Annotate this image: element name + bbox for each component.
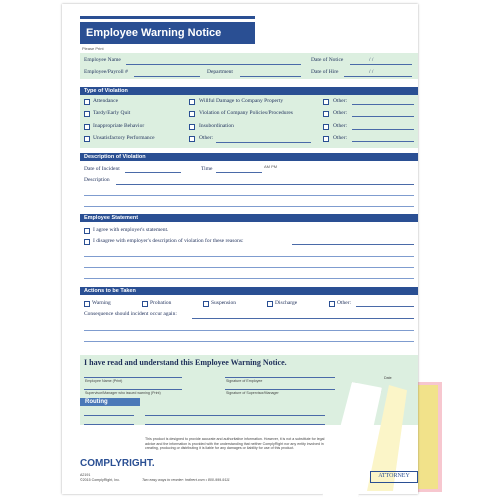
discharge-checkbox[interactable] [267, 301, 273, 307]
policy-violation-checkbox[interactable] [189, 111, 195, 117]
date-of-hire-input[interactable] [344, 76, 412, 77]
employee-name-print-label: Employee Name (Print) [85, 379, 123, 383]
employee-signature-label: Signature of Employee [226, 379, 263, 383]
am-pm-label: AM PM [264, 164, 278, 169]
date-of-hire-label: Date of Hire [311, 69, 339, 75]
description-heading: Description of Violation [80, 153, 418, 161]
date-of-notice-slashes: / / [369, 57, 374, 63]
other-1-label: Other: [333, 98, 348, 104]
date-label: Date [384, 376, 392, 380]
other-2-input[interactable] [352, 116, 414, 117]
other-action-checkbox[interactable] [329, 301, 335, 307]
other-3-checkbox[interactable] [323, 124, 329, 130]
performance-checkbox[interactable] [84, 136, 90, 142]
item-number: A2191 [80, 473, 91, 477]
agree-checkbox[interactable] [84, 228, 90, 234]
department-label: Department [207, 69, 233, 75]
other-3-label: Other: [333, 123, 348, 129]
employee-signature-input[interactable] [225, 377, 335, 378]
copyright-text: ©2015 ComplyRight, Inc. [80, 478, 121, 482]
consequence-line-2[interactable] [84, 330, 414, 331]
time-input[interactable] [216, 172, 262, 173]
supervisor-name-input[interactable] [84, 389, 182, 390]
reorder-text: Two easy ways to reorder: hrdirect.com • 800-999-9111 [142, 478, 230, 482]
attorney-seal: ATTORNEY [370, 471, 418, 483]
time-label: Time [201, 166, 213, 172]
other-4-checkbox[interactable] [323, 136, 329, 142]
description-line-2[interactable] [84, 195, 414, 196]
discharge-label: Discharge [275, 300, 298, 306]
date-of-notice-input[interactable] [350, 64, 412, 65]
suspension-checkbox[interactable] [203, 301, 209, 307]
other-4-input[interactable] [352, 141, 414, 142]
insubordination-checkbox[interactable] [189, 124, 195, 130]
consequence-line-1[interactable] [192, 318, 414, 319]
employee-payroll-input[interactable] [134, 76, 200, 77]
actions-heading: Actions to be Taken [80, 287, 418, 295]
other-4-label: Other: [333, 135, 348, 141]
date-of-hire-slashes: / / [369, 69, 374, 75]
other-violation-input[interactable] [216, 142, 311, 143]
warning-label: Warning [92, 300, 111, 306]
date-of-incident-label: Date of Incident [84, 166, 120, 172]
date-of-notice-label: Date of Notice [311, 57, 344, 63]
tardy-label: Tardy/Early Quit [93, 110, 131, 116]
policy-violation-label: Violation of Company Policies/Procedures [199, 110, 293, 116]
employee-name-label: Employee Name [84, 57, 121, 63]
supervisor-signature-label: Signature of Supervisor/Manager [226, 391, 279, 395]
statement-line-2[interactable] [84, 256, 414, 257]
tardy-checkbox[interactable] [84, 111, 90, 117]
routing-line-3[interactable] [84, 424, 134, 425]
other-violation-label: Other: [199, 135, 214, 141]
description-line-1[interactable] [116, 184, 414, 185]
disagree-reason-line-1[interactable] [292, 244, 414, 245]
type-of-violation-heading: Type of Violation [80, 87, 418, 95]
attendance-checkbox[interactable] [84, 99, 90, 105]
department-input[interactable] [240, 76, 301, 77]
other-action-label: Other: [337, 300, 352, 306]
other-violation-checkbox[interactable] [189, 136, 195, 142]
attendance-label: Attendance [93, 98, 119, 104]
behavior-label: Inappropriate Behavior [93, 123, 145, 129]
other-1-input[interactable] [352, 104, 414, 105]
behavior-checkbox[interactable] [84, 124, 90, 130]
disagree-checkbox[interactable] [84, 239, 90, 245]
routing-line-1[interactable] [84, 415, 134, 416]
routing-heading: Routing [80, 398, 140, 406]
acknowledgement-text: I have read and understand this Employee Warning Notice. [84, 358, 287, 367]
other-2-checkbox[interactable] [323, 111, 329, 117]
employee-statement-heading: Employee Statement [80, 214, 418, 222]
disclaimer-text: This product is designed to provide accurate and authoritative information. However, it is not a substitute for legal advice and the information is provided with the understanding that neither ComplyRight nor any entity involved in creating, producing or distributing it is liable for any damages or liability for use of this product. [145, 437, 325, 451]
consequence-label: Consequence should incident occur again: [84, 311, 177, 317]
warning-checkbox[interactable] [84, 301, 90, 307]
consequence-line-3[interactable] [84, 341, 414, 342]
agree-label: I agree with employer's statement. [93, 227, 169, 233]
willful-damage-label: Willful Damage to Company Property [199, 98, 284, 104]
employee-name-input[interactable] [126, 64, 301, 65]
title-accent-bar [80, 16, 255, 19]
date-of-incident-input[interactable] [125, 172, 181, 173]
disagree-label: I disagree with employer's description of violation for these reasons: [93, 238, 244, 244]
probation-label: Probation [150, 300, 172, 306]
willful-damage-checkbox[interactable] [189, 99, 195, 105]
supervisor-name-label: Supervisor/Manager who issued warning (Print) [85, 391, 161, 395]
other-3-input[interactable] [352, 129, 414, 130]
other-action-input[interactable] [356, 306, 414, 307]
other-2-label: Other: [333, 110, 348, 116]
description-label: Description [84, 177, 110, 183]
other-1-checkbox[interactable] [323, 99, 329, 105]
performance-label: Unsatisfactory Performance [93, 135, 155, 141]
probation-checkbox[interactable] [142, 301, 148, 307]
print-note: Please Print [82, 46, 104, 51]
routing-line-4[interactable] [145, 424, 325, 425]
form-title: Employee Warning Notice [80, 22, 255, 44]
statement-line-3[interactable] [84, 267, 414, 268]
suspension-label: Suspension [211, 300, 237, 306]
employee-name-print-input[interactable] [84, 377, 182, 378]
description-line-3[interactable] [84, 206, 414, 207]
complyright-logo: COMPLYRIGHT. [80, 458, 155, 469]
statement-line-4[interactable] [84, 278, 414, 279]
employee-payroll-label: Employee/Payroll # [84, 69, 128, 75]
routing-line-2[interactable] [145, 415, 325, 416]
insubordination-label: Insubordination [199, 123, 234, 129]
supervisor-signature-input[interactable] [225, 389, 335, 390]
